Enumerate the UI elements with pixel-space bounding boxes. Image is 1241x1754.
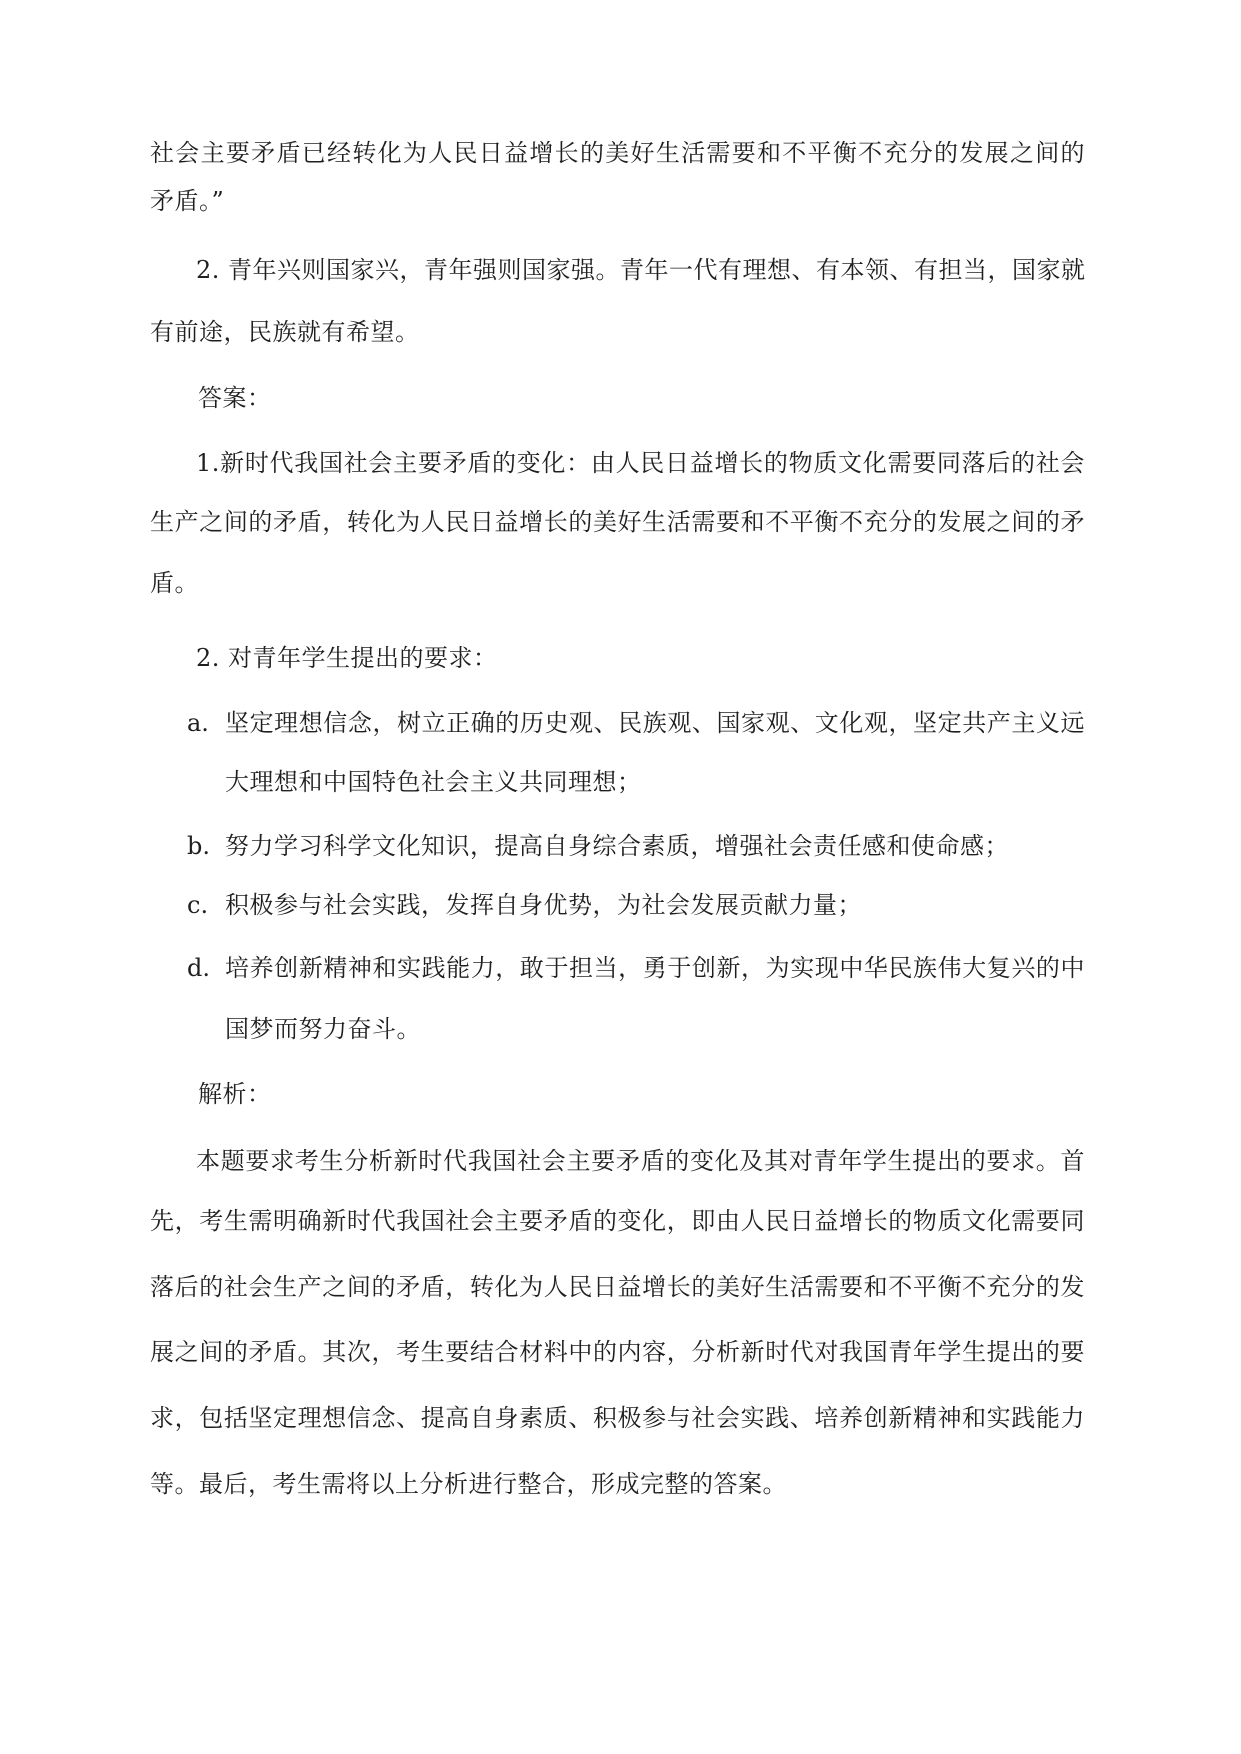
analysis-line-3: 落后的社会生产之间的矛盾，转化为人民日益增长的美好生活需要和不平衡不充分的发 [150,1273,1085,1301]
continuation-line-2: 矛盾。” [150,187,225,215]
answer-2-heading: 2. 对青年学生提出的要求： [196,644,498,672]
analysis-line-2: 先，考生需明确新时代我国社会主要矛盾的变化，即由人民日益增长的物质文化需要同 [150,1207,1085,1235]
item-2-line-2: 有前途，民族就有希望。 [150,318,420,346]
requirement-d-line-1: 培养创新精神和实践能力，敢于担当，勇于创新，为实现中华民族伟大复兴的中 [225,954,1085,982]
analysis-line-6: 等。最后，考生需将以上分析进行整合，形成完整的答案。 [150,1470,787,1498]
item-2-line-1: 2. 青年兴则国家兴，青年强则国家强。青年一代有理想、有本领、有担当，国家就 [196,256,1086,284]
answer-1-line-1: 1.新时代我国社会主要矛盾的变化：由人民日益增长的物质文化需要同落后的社会 [196,449,1085,477]
analysis-heading: 解析： [198,1080,272,1108]
list-marker-a: a. [187,709,209,737]
answer-1-line-3: 盾。 [150,569,199,597]
analysis-line-1: 本题要求考生分析新时代我国社会主要矛盾的变化及其对青年学生提出的要求。首 [196,1147,1085,1175]
list-marker-b: b. [187,832,210,860]
answer-heading: 答案： [198,384,272,412]
requirement-a-line-1: 坚定理想信念，树立正确的历史观、民族观、国家观、文化观，坚定共产主义远 [225,709,1085,737]
analysis-line-4: 展之间的矛盾。其次，考生要结合材料中的内容，分析新时代对我国青年学生提出的要 [150,1338,1085,1366]
requirement-c-line-1: 积极参与社会实践，发挥自身优势，为社会发展贡献力量； [225,891,862,919]
requirement-d-line-2: 国梦而努力奋斗。 [225,1015,421,1043]
answer-1-line-2: 生产之间的矛盾，转化为人民日益增长的美好生活需要和不平衡不充分的发展之间的矛 [150,508,1085,536]
requirement-a-line-2: 大理想和中国特色社会主义共同理想； [225,768,642,796]
list-marker-d: d. [187,954,210,982]
analysis-line-5: 求，包括坚定理想信念、提高自身素质、积极参与社会实践、培养创新精神和实践能力 [150,1404,1085,1432]
list-marker-c: c. [187,891,209,919]
requirement-b-line-1: 努力学习科学文化知识，提高自身综合素质，增强社会责任感和使命感； [225,832,1009,860]
continuation-line-1: 社会主要矛盾已经转化为人民日益增长的美好生活需要和不平衡不充分的发展之间的 [150,139,1085,167]
